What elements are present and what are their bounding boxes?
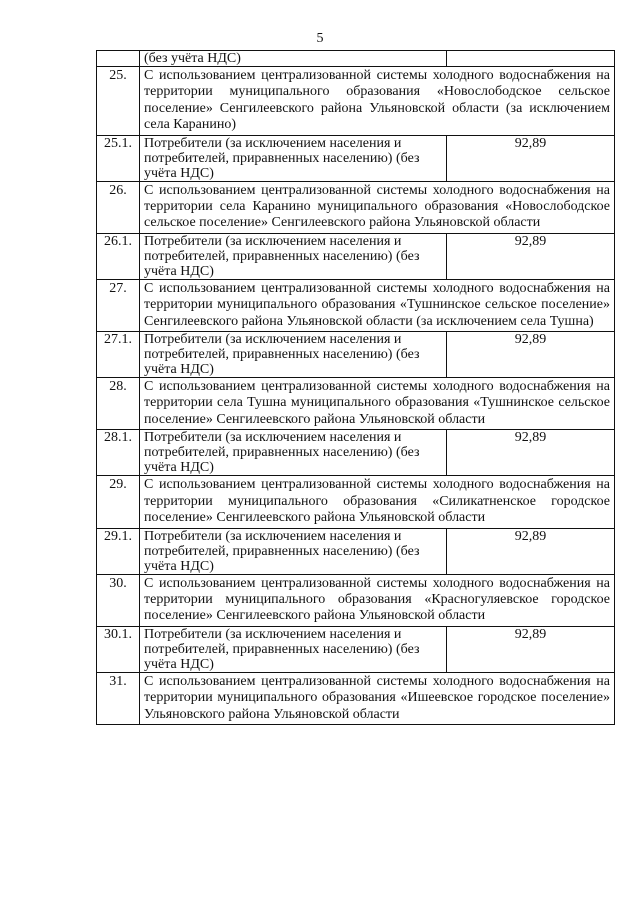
table-row-consumer xyxy=(97,430,615,476)
tariff-value-cell: 92,89 xyxy=(447,528,615,574)
row-number-cell: 25.1. xyxy=(97,135,140,181)
section-description-cell: С использованием централизованной системы холодного водоснабжения на территории села Тушна муниципального образования «Тушнинское сельское поселение» Сенгилеевского района Ульяновской области xyxy=(140,378,615,430)
section-description-cell: С использованием централизованной системы холодного водоснабжения на территории муниципального образования «Красногуляевское городское поселение» Сенгилеевского района Ульяновской области xyxy=(140,574,615,626)
table-row-consumer xyxy=(97,233,615,279)
row-number-cell: 30. xyxy=(97,574,140,626)
tariff-value-cell: 92,89 xyxy=(447,430,615,476)
tariff-value-cell: 92,89 xyxy=(447,626,615,672)
consumer-description-cell: Потребители (за исключением населения и потребителей, приравненных населению) (без учёта НДС) xyxy=(140,233,447,279)
section-description-cell: С использованием централизованной системы холодного водоснабжения на территории муниципального образования «Ишеевское городское поселение» Ульяновского района Ульяновской области xyxy=(140,672,615,724)
table-row-section xyxy=(97,378,615,430)
table-row-continuation xyxy=(97,51,615,67)
table-row-section xyxy=(97,67,615,136)
row-number-cell: 29.1. xyxy=(97,528,140,574)
table-row-consumer xyxy=(97,626,615,672)
row-number-cell: 26.1. xyxy=(97,233,140,279)
row-number-cell: 30.1. xyxy=(97,626,140,672)
consumer-description-cell: Потребители (за исключением населения и потребителей, приравненных населению) (без учёта НДС) xyxy=(140,528,447,574)
section-description-cell: С использованием централизованной системы холодного водоснабжения на территории муниципального образования «Новослободское сельское поселение» Сенгилеевского района Ульяновской области (за исключением села Каранино) xyxy=(140,67,615,136)
row-text-cell: (без учёта НДС) xyxy=(140,51,447,67)
consumer-description-cell: Потребители (за исключением населения и потребителей, приравненных населению) (без учёта НДС) xyxy=(140,626,447,672)
table-row-section xyxy=(97,279,615,331)
row-number-cell: 31. xyxy=(97,672,140,724)
table-row-consumer xyxy=(97,528,615,574)
row-value-cell xyxy=(447,51,615,67)
row-number-cell: 28. xyxy=(97,378,140,430)
table-row-section xyxy=(97,181,615,233)
tariff-value-cell: 92,89 xyxy=(447,332,615,378)
tariff-table xyxy=(96,50,615,725)
row-number-cell: 28.1. xyxy=(97,430,140,476)
row-number-cell xyxy=(97,51,140,67)
table-row-consumer xyxy=(97,332,615,378)
tariff-table-body xyxy=(97,51,615,725)
row-number-cell: 29. xyxy=(97,476,140,528)
section-description-cell: С использованием централизованной системы холодного водоснабжения на территории муниципального образования «Силикатненское городское поселение» Сенгилеевского района Ульяновской области xyxy=(140,476,615,528)
table-row-section xyxy=(97,476,615,528)
table-row-consumer xyxy=(97,135,615,181)
row-number-cell: 27. xyxy=(97,279,140,331)
consumer-description-cell: Потребители (за исключением населения и потребителей, приравненных населению) (без учёта НДС) xyxy=(140,430,447,476)
table-row-section xyxy=(97,672,615,724)
section-description-cell: С использованием централизованной системы холодного водоснабжения на территории села Каранино муниципального образования «Новослободское сельское поселение» Сенгилеевского района Ульяновской области xyxy=(140,181,615,233)
row-number-cell: 25. xyxy=(97,67,140,136)
tariff-value-cell: 92,89 xyxy=(447,135,615,181)
table-row-section xyxy=(97,574,615,626)
page-number: 5 xyxy=(316,31,324,46)
consumer-description-cell: Потребители (за исключением населения и потребителей, приравненных населению) (без учёта НДС) xyxy=(140,332,447,378)
consumer-description-cell: Потребители (за исключением населения и потребителей, приравненных населению) (без учёта НДС) xyxy=(140,135,447,181)
row-number-cell: 26. xyxy=(97,181,140,233)
row-number-cell: 27.1. xyxy=(97,332,140,378)
tariff-value-cell: 92,89 xyxy=(447,233,615,279)
section-description-cell: С использованием централизованной системы холодного водоснабжения на территории муниципального образования «Тушнинское сельское поселение» Сенгилеевского района Ульяновской области (за исключением села Тушна) xyxy=(140,279,615,331)
